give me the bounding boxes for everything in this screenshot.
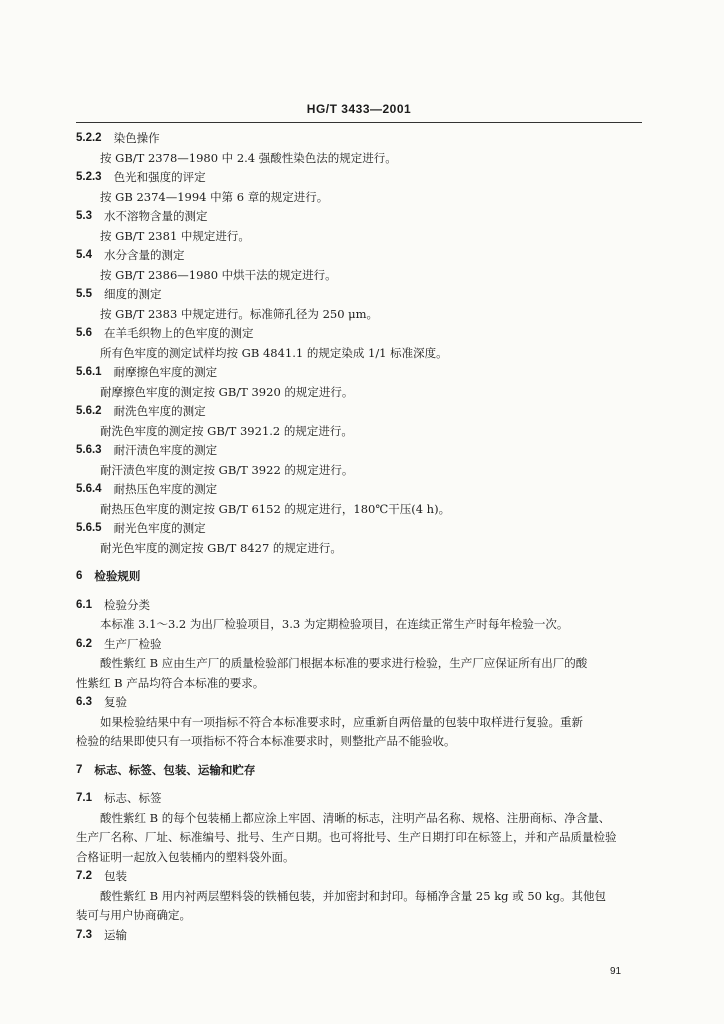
section-5-2-2-heading: 5.2.2 染色操作 [76, 131, 160, 145]
section-5-6-1-heading: 5.6.1 耐摩擦色牢度的测定 [76, 365, 218, 379]
section-5-5-heading: 5.5 细度的测定 [76, 287, 162, 301]
section-7-2-text-line-1: 酸性紫红 B 用内衬两层塑料袋的铁桶包装，并加密封和封印。每桶净含量 25 kg 或 50 kg。其他包 [100, 888, 606, 903]
section-6-heading: 6 检验规则 [76, 569, 141, 583]
section-5-6-4-text: 耐热压色牢度的测定按 GB/T 6152 的规定进行，180℃干压(4 h)。 [100, 501, 451, 516]
section-5-3-text: 按 GB/T 2381 中规定进行。 [100, 228, 250, 243]
section-6-2-text-line-1: 酸性紫红 B 应由生产厂的质量检验部门根据本标准的要求进行检验，生产厂应保证所有出厂的酸 [100, 656, 588, 670]
section-5-4-text: 按 GB/T 2386—1980 中烘干法的规定进行。 [100, 267, 337, 282]
section-7-3-heading: 7.3 运输 [76, 927, 127, 942]
section-5-2-2-text: 按 GB/T 2378—1980 中 2.4 强酸性染色法的规定进行。 [100, 150, 397, 165]
section-5-6-1-text: 耐摩擦色牢度的测定按 GB/T 3920 的规定进行。 [100, 384, 354, 399]
section-7-1-heading: 7.1 标志、标签 [76, 791, 162, 805]
section-7-1-text-line-1: 酸性紫红 B 的每个包装桶上都应涂上牢固、清晰的标志，注明产品名称、规格、注册商标、净含量、 [100, 810, 611, 825]
section-7-2-heading: 7.2 包装 [76, 869, 127, 883]
section-6-3-text-line-1: 如果检验结果中有一项指标不符合本标准要求时，应重新自两倍量的包装中取样进行复验。重新 [100, 714, 583, 729]
section-6-1-text: 本标准 3.1～3.2 为出厂检验项目，3.3 为定期检验项目，在连续正常生产时每年检验一次。 [100, 617, 569, 631]
section-6-3-text-line-2: 检验的结果即使只有一项指标不符合本标准要求时，则整批产品不能验收。 [76, 734, 456, 748]
document-body [76, 129, 642, 945]
section-5-5-text: 按 GB/T 2383 中规定进行。标准筛孔径为 250 μm。 [100, 306, 379, 321]
section-7-1-text-line-3: 合格证明一起放入包装桶内的塑料袋外面。 [76, 849, 295, 864]
section-5-4-heading: 5.4 水分含量的测定 [76, 248, 185, 262]
section-5-6-2-text: 耐洗色牢度的测定按 GB/T 3921.2 的规定进行。 [100, 423, 353, 438]
section-5-6-5-heading: 5.6.5 耐光色牢度的测定 [76, 521, 206, 535]
section-5-6-3-text: 耐汗渍色牢度的测定按 GB/T 3922 的规定进行。 [100, 462, 354, 477]
section-5-3-heading: 5.3 水不溶物含量的测定 [76, 209, 208, 223]
section-5-6-text: 所有色牢度的测定试样均按 GB 4841.1 的规定染成 1/1 标准深度。 [100, 345, 448, 360]
standard-code-header: HG/T 3433—2001 [306, 102, 412, 116]
section-6-2-text-line-2: 性紫红 B 产品均符合本标准的要求。 [76, 675, 265, 690]
section-5-6-heading: 5.6 在羊毛织物上的色牢度的测定 [76, 326, 254, 340]
header-rule [76, 122, 642, 123]
section-5-2-3-text: 按 GB 2374—1994 中第 6 章的规定进行。 [100, 189, 329, 204]
section-7-heading: 7 标志、标签、包装、运输和贮存 [76, 762, 256, 777]
section-6-2-heading: 6.2 生产厂检验 [76, 636, 162, 651]
section-5-2-3-heading: 5.2.3 色光和强度的评定 [76, 170, 206, 184]
section-5-6-4-heading: 5.6.4 耐热压色牢度的测定 [76, 482, 218, 496]
page-number: 91 [610, 966, 622, 977]
section-6-3-heading: 6.3 复验 [76, 695, 127, 709]
section-7-2-text-line-2: 装可与用户协商确定。 [76, 908, 191, 922]
section-6-1-heading: 6.1 检验分类 [76, 597, 150, 612]
section-5-6-2-heading: 5.6.2 耐洗色牢度的测定 [76, 404, 206, 418]
section-5-6-5-text: 耐光色牢度的测定按 GB/T 8427 的规定进行。 [100, 540, 342, 555]
section-5-6-3-heading: 5.6.3 耐汗渍色牢度的测定 [76, 443, 218, 457]
section-7-1-text-line-2: 生产厂名称、厂址、标准编号、批号、生产日期。也可将批号、生产日期打印在标签上，并和产品质量检验 [76, 830, 617, 844]
